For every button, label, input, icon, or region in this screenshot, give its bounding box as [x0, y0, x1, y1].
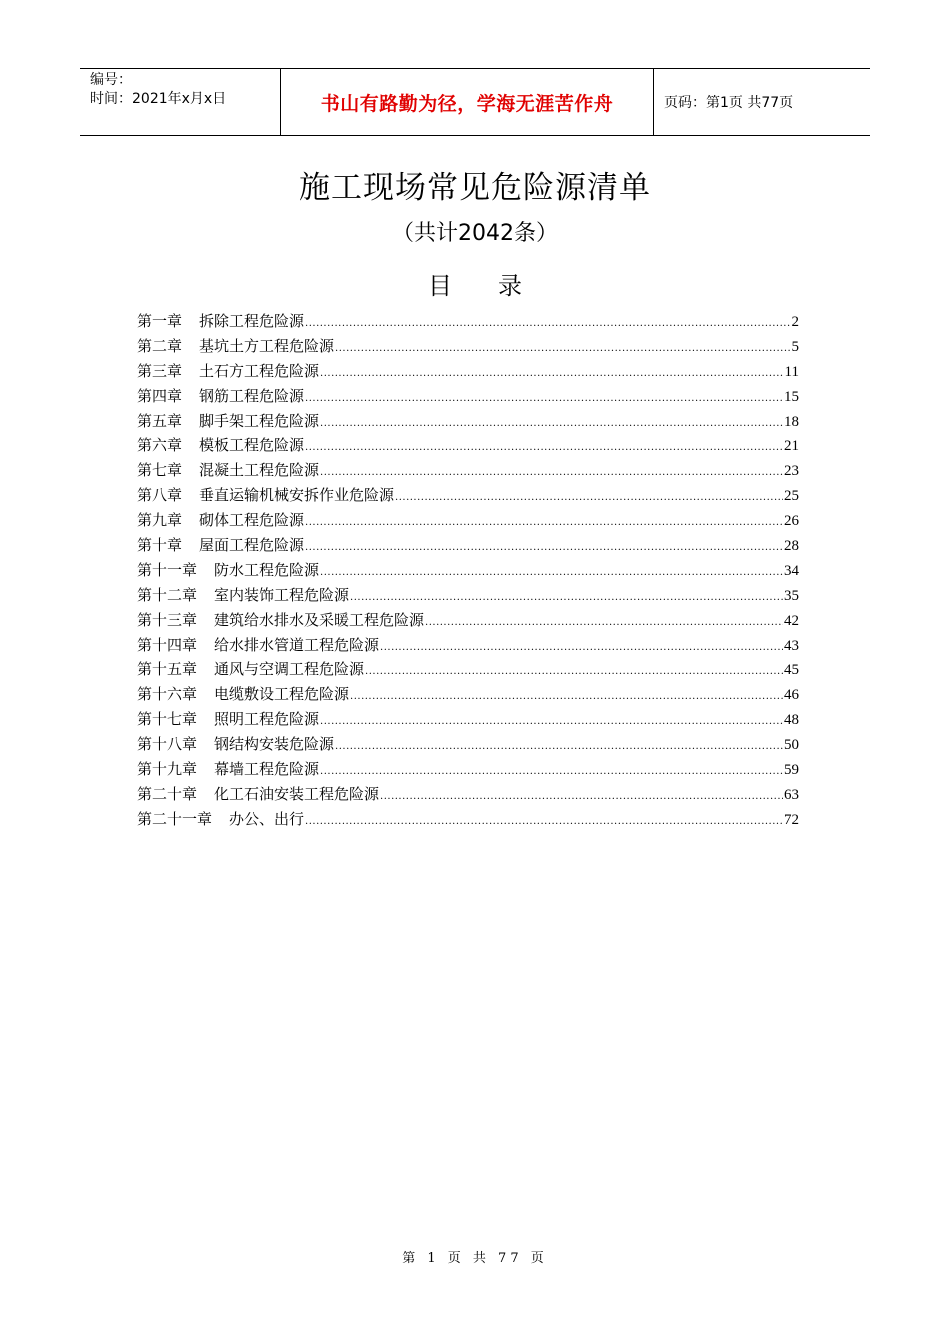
toc-entry[interactable]: [137, 459, 799, 484]
toc-chapter-name: 化工石油安装工程危险源: [214, 784, 380, 803]
toc-chapter-name: 钢筋工程危险源: [199, 386, 305, 405]
toc-page-number: 42: [784, 612, 799, 629]
toc-leader-dots: [320, 567, 783, 578]
toc-page-number: 5: [791, 338, 799, 355]
toc-chapter-name: 办公、出行: [229, 809, 305, 828]
toc-page-number: 28: [784, 538, 799, 555]
toc-heading: 目录: [428, 272, 568, 300]
toc-leader-dots: [350, 691, 783, 702]
toc-entry[interactable]: [137, 758, 799, 783]
toc-chapter-number: 第十章: [137, 536, 183, 555]
toc-entry[interactable]: [137, 484, 799, 509]
toc-chapter-name: 钢结构安装危险源: [214, 735, 335, 754]
toc-page-number: 72: [784, 811, 799, 828]
toc-chapter-number: 第十三章: [137, 610, 198, 629]
toc-chapter-number: 第四章: [137, 386, 183, 405]
toc-entry[interactable]: [137, 733, 799, 758]
toc-chapter-name: 土石方工程危险源: [199, 361, 320, 380]
toc-entry[interactable]: [137, 335, 799, 360]
toc-chapter-number: 第十五章: [137, 660, 198, 679]
toc-entry[interactable]: [137, 783, 799, 808]
toc-chapter-number: 第十六章: [137, 685, 198, 704]
toc-chapter-name: 室内装饰工程危险源: [214, 585, 350, 604]
toc-page-number: 25: [784, 488, 799, 505]
toc-page-number: 46: [784, 687, 799, 704]
toc-leader-dots: [350, 592, 783, 603]
toc-chapter-number: 第八章: [137, 486, 183, 505]
toc-leader-dots: [305, 318, 790, 329]
toc-leader-dots: [320, 716, 783, 727]
toc-leader-dots: [305, 442, 783, 453]
toc-entry[interactable]: [137, 559, 799, 584]
toc-page-number: 45: [784, 662, 799, 679]
toc-entry[interactable]: [137, 385, 799, 410]
toc-chapter-name: 给水排水管道工程危险源: [214, 635, 380, 654]
toc-chapter-number: 第七章: [137, 461, 183, 480]
toc-chapter-number: 第二章: [137, 336, 183, 355]
toc-chapter-number: 第十一章: [137, 560, 198, 579]
header-motto: 书山有路勤为径，学海无涯苦作舟: [281, 69, 654, 135]
header-table: [80, 68, 870, 136]
toc-page-number: 18: [784, 413, 799, 430]
toc-page-number: 48: [784, 712, 799, 729]
toc-leader-dots: [305, 393, 783, 404]
toc-page-number: 63: [784, 786, 799, 803]
toc-leader-dots: [425, 617, 783, 628]
toc-page-number: 2: [791, 314, 799, 330]
toc-chapter-number: 第六章: [137, 436, 183, 455]
toc-chapter-number: 第二十章: [137, 784, 198, 803]
toc-chapter-number: 第一章: [137, 312, 183, 330]
document-date: 时间：2021年x月x日: [90, 91, 227, 107]
toc-entry[interactable]: [137, 634, 799, 659]
toc-chapter-number: 第十九章: [137, 760, 198, 779]
toc-entry[interactable]: [137, 410, 799, 435]
toc-chapter-name: 脚手架工程危险源: [199, 411, 320, 430]
toc-chapter-name: 砌体工程危险源: [199, 511, 305, 530]
toc-leader-dots: [320, 368, 784, 379]
header-meta: [80, 69, 281, 135]
toc-chapter-number: 第十七章: [137, 710, 198, 729]
toc-page-number: 35: [784, 587, 799, 604]
toc-chapter-number: 第十八章: [137, 735, 198, 754]
toc-leader-dots: [365, 666, 783, 677]
toc-leader-dots: [380, 791, 783, 802]
toc-chapter-name: 屋面工程危险源: [199, 536, 305, 555]
toc-page-number: 59: [784, 762, 799, 779]
page-footer: 第 1 页 共 77 页: [402, 1251, 548, 1266]
toc-chapter-number: 第十四章: [137, 635, 198, 654]
toc-leader-dots: [335, 741, 783, 752]
toc-entry[interactable]: [137, 360, 799, 385]
toc-entry[interactable]: [137, 683, 799, 708]
table-of-contents: [137, 310, 799, 833]
toc-entry[interactable]: [137, 509, 799, 534]
toc-chapter-name: 混凝土工程危险源: [199, 461, 320, 480]
toc-page-number: 43: [784, 637, 799, 654]
toc-page-number: 50: [784, 737, 799, 754]
toc-page-number: 11: [784, 363, 799, 380]
toc-page-number: 34: [784, 562, 799, 579]
toc-chapter-name: 幕墙工程危险源: [214, 760, 320, 779]
toc-page-number: 15: [784, 388, 799, 405]
toc-entry[interactable]: [137, 708, 799, 733]
toc-leader-dots: [305, 816, 783, 827]
toc-leader-dots: [320, 418, 783, 429]
toc-chapter-number: 第五章: [137, 411, 183, 430]
toc-leader-dots: [305, 517, 783, 528]
toc-chapter-number: 第二十一章: [137, 809, 213, 828]
toc-leader-dots: [380, 642, 783, 653]
header-page-info: 页码：第1页 共77页: [664, 95, 794, 111]
toc-entry[interactable]: [137, 310, 799, 335]
toc-chapter-name: 防水工程危险源: [214, 560, 320, 579]
toc-chapter-number: 第十二章: [137, 585, 198, 604]
toc-leader-dots: [395, 492, 783, 503]
toc-entry[interactable]: [137, 658, 799, 683]
toc-chapter-number: 第九章: [137, 511, 183, 530]
document-title: 施工现场常见危险源清单: [299, 170, 651, 206]
toc-chapter-name: 基坑土方工程危险源: [199, 336, 335, 355]
toc-leader-dots: [335, 343, 790, 354]
toc-chapter-number: 第三章: [137, 361, 183, 380]
toc-page-number: 26: [784, 513, 799, 530]
toc-chapter-name: 照明工程危险源: [214, 710, 320, 729]
toc-entry[interactable]: [137, 808, 799, 833]
toc-entry[interactable]: [137, 434, 799, 459]
toc-chapter-name: 通风与空调工程危险源: [214, 660, 365, 679]
toc-leader-dots: [320, 467, 783, 478]
toc-chapter-name: 垂直运输机械安拆作业危险源: [199, 486, 395, 505]
document-number-label: 编号：: [90, 72, 132, 88]
toc-chapter-name: 电缆敷设工程危险源: [214, 685, 350, 704]
toc-chapter-name: 拆除工程危险源: [199, 312, 305, 330]
document-subtitle: （共计2042条）: [392, 221, 558, 246]
toc-chapter-name: 模板工程危险源: [199, 436, 305, 455]
toc-entry[interactable]: [137, 534, 799, 559]
toc-page-number: 21: [784, 438, 799, 455]
toc-leader-dots: [305, 542, 783, 553]
toc-leader-dots: [320, 766, 783, 777]
toc-entry[interactable]: [137, 584, 799, 609]
toc-page-number: 23: [784, 463, 799, 480]
toc-entry[interactable]: [137, 609, 799, 634]
toc-chapter-name: 建筑给水排水及采暖工程危险源: [214, 610, 425, 629]
